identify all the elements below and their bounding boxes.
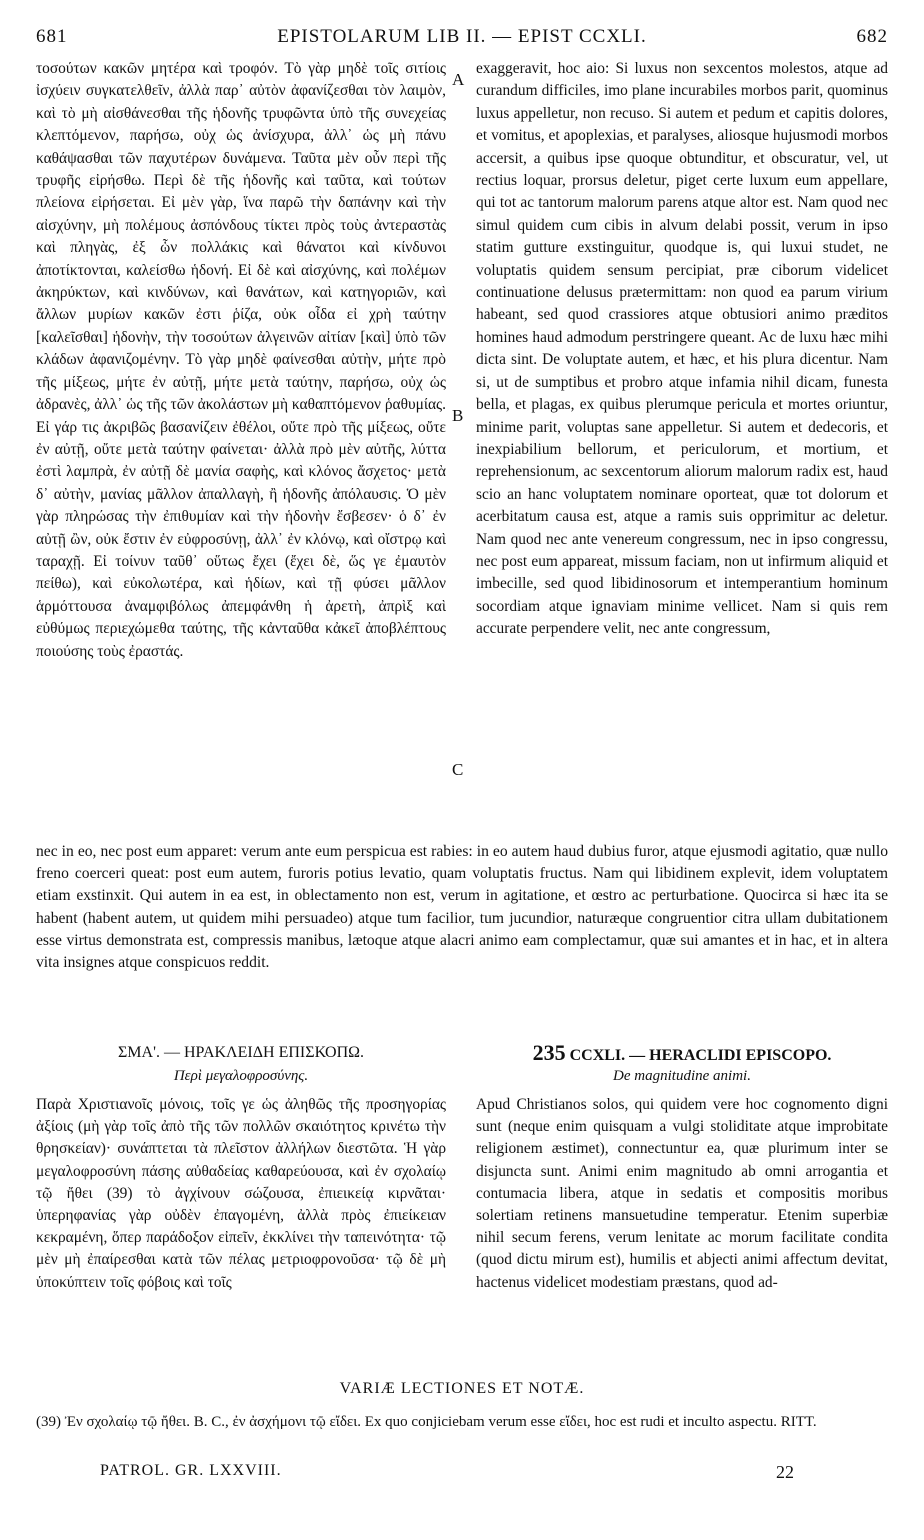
signature-mark: 22 bbox=[776, 1462, 794, 1482]
letter-number: 235 bbox=[532, 1040, 566, 1065]
greek-letter-subtitle: Περὶ μεγαλοφροσύνης. bbox=[173, 1068, 309, 1084]
latin-letter-heading bbox=[476, 1040, 888, 1066]
patrologia-footer: PATROL. GR. LXXVIII. bbox=[100, 1462, 282, 1479]
running-header bbox=[36, 26, 888, 52]
margin-marker-a: A bbox=[452, 70, 465, 89]
margin-marker-c: C bbox=[452, 760, 464, 779]
greek-letter-text: Παρὰ Χριστιανοῖς μόνοις, τοῖς γε ὡς ἀληθῶς τῆς προσηγορίας ἀξίοις (μὴ γὰρ τοῖς ἀπὸ τῆς τῶν πολλῶν σκαιότητος κρινέτω τὴν θρησκείαν)· συνάπτεται τὰ πλεῖστον ἀλλήλων διεστῶτα. Ἡ γὰρ μεγαλοφροσύνη πάσης αὐθαδείας καθαρεύουσα, καὶ ἐν σχολαίῳ τῷ ἤθει (39) τὸ ἀγχίνουν σώζουσα, ἐπιεικείᾳ κιρνᾶται· ὑπερηφανίας γὰρ οὐδὲν ἐπαγομένη, ἀλλὰ πρὸς ἐπιείκειαν κεκραμένη, ὅπερ παράδοξον εἰπεῖν, ἐκκλίνει τὴν ταπεινότητα· τῷ μὲν μὴ ἐπαίρεσθαι κατὰ τῶν πέλας μετριοφρονοῦσα· τῷ δὲ μὴ ὑποκύπτειν τοῖς φόβοις καὶ τοῖς bbox=[36, 1096, 446, 1291]
page-number-left: 681 bbox=[36, 26, 68, 47]
footnote-39: (39) Ἐν σχολαίῳ τῷ ἤθει. B. C., ἐν ἀσχήμονι τῷ εἴδει. Ex quo conjiciebam verum esse εἴδει, hoc est rudi et inculto aspectu. RITT. bbox=[36, 1414, 817, 1430]
running-title: EPISTOLARUM LIB II. — EPIST CCXLI. bbox=[277, 26, 647, 47]
margin-marker-b: B bbox=[452, 406, 464, 425]
full-width-latin-text: nec in eo, nec post eum apparet: verum ante eum perspicua est rabies: in eo autem haud dubius furor, atque ejusmodi agitatio, quæ nullo freno coerceri queat: post eum autem, furoris potius levatio, quam voluptatis fructus. Nam qui libidinem explevit, idem voluptatem etiam exstinxit. Qui autem in ea est, in oblectamento non est, verum in agitatione, et œstro ac perturbatione. Quocirca si hæc ita se habent (habent autem, ut quidem mihi persuadeo) atque tum facilior, tum jucundior, naturæque congruentior citra ullam dubitationem esse virtus demonstrata est, compressis manibus, lætoque atque alacri animo eam complectamur, quæ sui amantes et in hac, et in altera vita insignes atque conspicuos reddit. bbox=[36, 843, 888, 972]
latin-letter-text: Apud Christianos solos, qui quidem vere hoc cognomento digni sunt (neque enim quisquam a vulgi stoliditate atque improbitate religionem æstimet), connectuntur ea, quæ plurimum inter se disjuncta sunt. Animi enim magnitudo ab omni arrogantia et contumacia libera, atque in sedatis et compositis moribus solertiam retinens mansuetudine temperatur. Etenim superbiæ nihil secum ferens, verum lenitate ac morum facilitate condita (quod dictu mirum est), humilis et abjecti animi affectum devitat, hactenus videlicet modestiam præstans, quod ad- bbox=[476, 1096, 888, 1291]
greek-column-text: τοσούτων κακῶν μητέρα καὶ τροφόν. Τὸ γὰρ μηδὲ τοῖς σιτίοις ἰσχύειν συγκατελθεῖν, ἀλλὰ παρ᾽ αὐτὸν ἀφανίζεσθαι τὸν λαιμὸν, καὶ τὸ μὴ αἰσθάνεσθαι τῆς ἡδονῆς τρυφῶντα ὑπὸ τῆς συνεχείας κλεπτόμενον, παρήσω, οὐχ ὡς ἀνίσχυρα, ἀλλ᾽ ὡς μὴ πάνυ καθάψασθαι τῶν παχυτέρων δυνάμενα. Ταῦτα μὲν οὖν περὶ τῆς τρυφῆς εἰρήσθω. Περὶ δὲ τῆς ἡδονῆς καὶ ταῦτα, καὶ τούτων πλείονα εἰρήσεται. Εἰ μὲν γὰρ, ἵνα παρῶ τὴν δαπάνην καὶ τὴν αἰσχύνην, μὴ πολέμους ἀσπόνδους τίκτει πρὸς τοὺς ἀντεραστὰς καὶ πληγὰς, ἐξ ὧν πολλάκις καὶ θάνατοι καὶ κίνδυνοι ἀποτίκτονται, καλείσθω ἡδονή. Εἰ δὲ καὶ αἰσχύνης, καὶ πολέμων ἀκηρύκτων, καὶ κινδύνων, καὶ θανάτων, καὶ κατηγοριῶν, καὶ ἄλλων μυρίων κακῶν ἐστι ῥίζα, οὐκ οἶδα εἰ χρὴ ταύτην [καλεῖσθαι] ἡδονὴν, τὴν τοσούτων ἀλγεινῶν αἰτίαν [καὶ] ὑπὸ τῶν κλάδων ἀφανιζομένην. Τὸ γὰρ μηδὲ φαίνεσθαι αὐτὴν, μήτε πρὸ τῆς μίξεως, μήτε ἐν αὐτῇ, μήτε μετὰ ταύτην, παρήσω, οὐχ ὡς ἀδρανὲς, ἀλλ᾽ ὡς τῆς τῶν ἀκολάστων μὴ καθαπτόμενον ῥαθυμίας. Εἰ γάρ τις ἀκριβῶς βασανίζειν ἐθέλοι, οὔτε πρὸ τῆς μίξεως, οὔτε ἐν αὐτῇ, οὔτε μετὰ ταύτην φαίνεται· ἀλλὰ πρὸ μὲν αὐτῆς, λύττα ἐστὶ λαμπρὰ, ἐν αὐτῇ δὲ μανία σαφὴς, καὶ κλόνος ἄσχετος· μετὰ δ᾽ αὐτὴν, μανίας μᾶλλον ἀπαλλαγὴ, ἢ ἡδονῆς ἀπόλαυσις. Ὁ μὲν γὰρ πληρώσας τὴν ἐπιθυμίαν καὶ τὴν ἡδονὴν ἔσβεσεν· ὁ δ᾽ ἐν αὐτῇ ὢν, οὐκ ἔστιν ἐν εὐφροσύνῃ, ἀλλ᾽ ἐν κλόνῳ, καὶ οἴστρῳ καὶ ταραχῇ. Εἰ τοίνυν ταῦθ᾽ οὕτως ἔχει (ἔχει δὲ, ὥς γε ἐμαυτὸν πείθω), καὶ εὐκολωτέρα, καὶ ἡδίων, καὶ τῇ φύσει μᾶλλον ἁρμόττουσα ἀναμφιβόλως ἀπεμφάνθη ἡ ἀρετὴ, ἀπρὶξ καὶ εὐθύμως περιεχώμεθα ταύτης, τῆς κἀνταῦθα κἀκεῖ ἀποβλέπτους ποιούσης τοὺς ἐραστάς. bbox=[36, 60, 446, 660]
latin-letter-title: CCXLI. — HERACLIDI EPISCOPO. bbox=[569, 1047, 832, 1064]
latin-letter-subtitle: De magnitudine animi. bbox=[613, 1068, 751, 1084]
page-number-right: 682 bbox=[856, 26, 888, 47]
latin-column-text: exaggeravit, hoc aio: Si luxus non sexcentos molestos, atque ad curandum difficiles, imo plane incurabiles morbos parit, quominus luxus appelletur, non recuso. Si autem et pedum et capitis dolores, et vomitus, et apoplexias, et paralyses, aliosque hujusmodi morbos accersit, a quibus ipse quoque obtunditur, et obscuratur, vel, ut rectius loquar, prorsus deletur, piget certe luxum eum appellare, qui tot ac tantorum malorum parens atque altor est. Nam quod nec simul quidem cum cibis in alvum delabi possit, verum in ipso statim gutture exstinguitur, quodque is, qui luxui studet, ne voluptatis quidem sensum percipiat, præ ciborum videlicet continuatione delusus prætermittam: non quod ea parum virium habeant, sed quod crassiores atque obtusiori animo præditos homines haud admodum perstringere queant. Ac de luxu hæc mihi dicta sint. De voluptate autem, et hæc, et his plura dicentur. Nam si, ut de sumptibus et probro atque infamia nihil dicam, funesta bella, et plagas, ex quibus plerumque pericula et mortes oriuntur, minime parit, voluptas sane appelletur. Si autem et dedecoris, et inexpiabilium bellorum, et periculorum, et mortium, et reprehensionum, ac sexcentorum aliorum malorum radix est, haud scio an hanc voluptatem nominare oporteat, quæ tot dolorum et acerbitatum causa est, atque a ramis suis opprimitur ac deletur. Nam quod nec ante venereum congressum, nec in ipso congressu, nec post eum appareat, missum faciam, non ut infirmum aliquid et imbecille, sed quod libidinosorum et intemperantium hominum socordiam atque ignaviam minime vellicet. Nam si quis rem accurate perpendere velit, nec ante congressum, bbox=[476, 60, 888, 638]
notes-heading: VARIÆ LECTIONES ET NOTÆ. bbox=[339, 1380, 585, 1397]
greek-letter-heading: ΣΜΑ'. — ΗΡΑΚΛΕΙΔΗ ΕΠΙΣΚΟΠΩ. bbox=[117, 1044, 365, 1061]
